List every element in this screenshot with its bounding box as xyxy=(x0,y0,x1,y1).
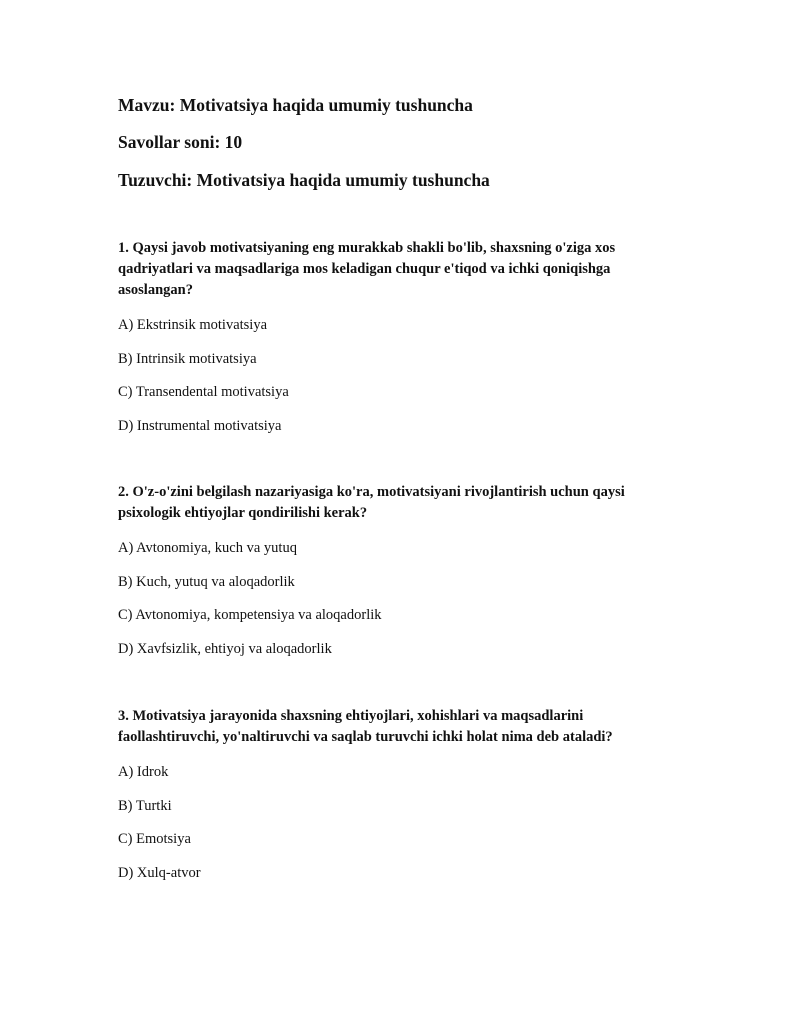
question-text: 2. O'z-o'zini belgilash nazariyasiga ko'ra, motivatsiyani rivojlantirish uchun qaysi psixologik ehtiyojlar qondirilishi kerak? xyxy=(118,484,625,521)
answer-option-a: A) Idrok xyxy=(118,764,169,780)
question-text: 3. Motivatsiya jarayonida shaxsning ehtiyojlari, xohishlari va maqsadlarini faollashtiruvchi, yo'naltiruvchi va saqlab turuvchi ichki holat nima deb ataladi? xyxy=(118,708,613,745)
topic-heading: Mavzu: Motivatsiya haqida umumiy tushuncha xyxy=(118,95,473,115)
answer-option-a: A) Avtonomiya, kuch va yutuq xyxy=(118,540,297,556)
answer-options xyxy=(118,315,678,436)
answer-option-b: B) Intrinsik motivatsiya xyxy=(118,350,257,367)
question-count-heading: Savollar soni: 10 xyxy=(118,132,243,152)
answer-options xyxy=(118,762,678,883)
answer-option-d: D) Xulq-atvor xyxy=(118,864,201,881)
question-block-1 xyxy=(118,238,678,436)
author-heading: Tuzuvchi: Motivatsiya haqida umumiy tushuncha xyxy=(118,170,490,190)
answer-option-d: D) Instrumental motivatsiya xyxy=(118,417,282,434)
answer-option-a: A) Ekstrinsik motivatsiya xyxy=(118,317,268,333)
answer-option-d: D) Xavfsizlik, ehtiyoj va aloqadorlik xyxy=(118,640,332,657)
answer-option-b: B) Kuch, yutuq va aloqadorlik xyxy=(118,573,295,590)
question-block-3 xyxy=(118,706,678,883)
answer-options xyxy=(118,538,678,659)
question-block-2 xyxy=(118,482,678,659)
answer-option-c: C) Avtonomiya, kompetensiya va aloqadorlik xyxy=(118,607,382,624)
answer-option-b: B) Turtki xyxy=(118,797,172,814)
answer-option-c: C) Emotsiya xyxy=(118,831,191,848)
question-text: 1. Qaysi javob motivatsiyaning eng murakkab shakli bo'lib, shaxsning o'ziga xos qadriyatlari va maqsadlariga mos keladigan chuqur e'tiqod va ichki qoniqishga asoslangan? xyxy=(118,240,616,298)
answer-option-c: C) Transendental motivatsiya xyxy=(118,384,289,401)
